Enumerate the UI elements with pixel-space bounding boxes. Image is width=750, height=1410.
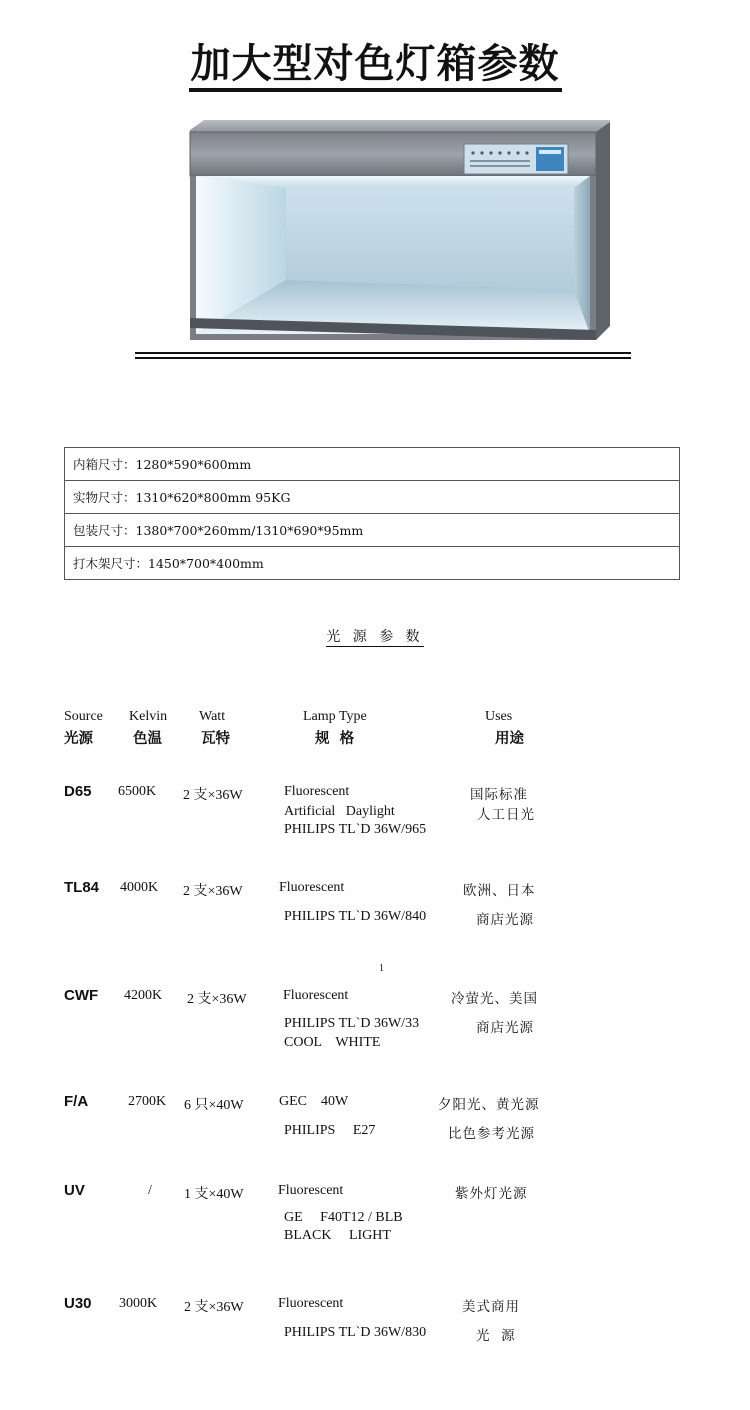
lamp-type-line: Fluorescent bbox=[278, 1296, 344, 1311]
divider-line bbox=[135, 357, 631, 359]
header-source-cn: 光源 bbox=[64, 731, 93, 747]
table-row bbox=[65, 514, 680, 547]
source-label: TL84 bbox=[64, 879, 100, 896]
lamp-type-line: PHILIPS TL`D 36W/965 bbox=[284, 822, 427, 837]
header-uses-cn: 用途 bbox=[495, 731, 524, 747]
source-label: U30 bbox=[64, 1295, 92, 1312]
header-uses-en: Uses bbox=[485, 709, 513, 724]
page-title bbox=[0, 38, 750, 90]
lamp-type-line: PHILIPS TL`D 36W/830 bbox=[284, 1325, 427, 1340]
kelvin-value: 4200K bbox=[124, 988, 163, 1003]
watt-value: 2 支×36W bbox=[183, 788, 243, 803]
lamp-type-line: Fluorescent bbox=[279, 880, 345, 895]
divider-line bbox=[135, 352, 631, 354]
watt-value: 2 支×36W bbox=[184, 1300, 244, 1315]
uses-line: 人工日光 bbox=[477, 807, 535, 823]
page-number: 1 bbox=[379, 963, 384, 974]
uses-line: 紫外灯光源 bbox=[455, 1186, 528, 1202]
kelvin-value: / bbox=[148, 1183, 152, 1198]
table-cell: 实物尺寸：1310*620*800mm 95KG bbox=[65, 481, 680, 514]
page-title-text: 加大型对色灯箱参数 bbox=[189, 41, 562, 92]
header-lamp-en: Lamp Type bbox=[303, 709, 367, 724]
source-label: CWF bbox=[64, 987, 99, 1004]
header-kelvin-cn: 色温 bbox=[133, 731, 162, 747]
source-label: D65 bbox=[64, 783, 92, 800]
table-row bbox=[65, 481, 680, 514]
watt-value: 6 只×40W bbox=[184, 1098, 244, 1113]
lamp-type-line: COOL WHITE bbox=[284, 1035, 381, 1050]
lamp-type-line: Fluorescent bbox=[284, 784, 350, 799]
kelvin-value: 6500K bbox=[118, 784, 157, 799]
section-title bbox=[0, 626, 750, 646]
dimensions-table bbox=[64, 447, 680, 580]
table-cell: 包装尺寸：1380*700*260mm/1310*690*95mm bbox=[65, 514, 680, 547]
lamp-type-line: Fluorescent bbox=[283, 988, 349, 1003]
header-kelvin-en: Kelvin bbox=[129, 709, 168, 724]
header-source-en: Source bbox=[64, 709, 103, 724]
table-row bbox=[65, 448, 680, 481]
table-cell: 打木架尺寸：1450*700*400mm bbox=[65, 547, 680, 580]
kelvin-value: 3000K bbox=[119, 1296, 158, 1311]
table-cell: 内箱尺寸：1280*590*600mm bbox=[65, 448, 680, 481]
source-label: F/A bbox=[64, 1093, 89, 1110]
lamp-type-line: Fluorescent bbox=[278, 1183, 344, 1198]
lamp-type-line: BLACK LIGHT bbox=[284, 1228, 391, 1243]
lamp-type-line: PHILIPS TL`D 36W/840 bbox=[284, 909, 427, 924]
uses-line: 光 源 bbox=[476, 1328, 516, 1344]
uses-line: 美式商用 bbox=[462, 1299, 520, 1315]
uses-line: 冷萤光、美国 bbox=[451, 991, 538, 1007]
header-watt-cn: 瓦特 bbox=[201, 731, 230, 747]
header-watt-en: Watt bbox=[199, 709, 226, 724]
kelvin-value: 2700K bbox=[128, 1094, 167, 1109]
uses-line: 比色参考光源 bbox=[448, 1126, 535, 1142]
lamp-type-line: GE F40T12 / BLB bbox=[284, 1210, 403, 1225]
kelvin-value: 4000K bbox=[120, 880, 159, 895]
uses-line: 夕阳光、黄光源 bbox=[438, 1097, 540, 1113]
lamp-type-line: PHILIPS E27 bbox=[284, 1123, 376, 1138]
table-row bbox=[65, 547, 680, 580]
uses-line: 国际标准 bbox=[470, 787, 528, 803]
uses-line: 欧洲、日本 bbox=[463, 883, 536, 899]
booth-side bbox=[596, 122, 610, 340]
watt-value: 2 支×36W bbox=[187, 992, 247, 1007]
lamp-type-line: Artificial Daylight bbox=[284, 804, 395, 819]
lamp-type-line: GEC 40W bbox=[279, 1094, 349, 1109]
watt-value: 2 支×36W bbox=[183, 884, 243, 899]
uses-line: 商店光源 bbox=[476, 912, 534, 928]
watt-value: 1 支×40W bbox=[184, 1187, 244, 1202]
lamp-type-line: PHILIPS TL`D 36W/33 bbox=[284, 1016, 420, 1031]
source-label: UV bbox=[64, 1182, 85, 1199]
uses-line: 商店光源 bbox=[476, 1020, 534, 1036]
header-lamp-cn: 规 格 bbox=[315, 731, 355, 747]
section-title-text: 光 源 参 数 bbox=[326, 629, 424, 645]
light-booth-image bbox=[186, 118, 610, 354]
